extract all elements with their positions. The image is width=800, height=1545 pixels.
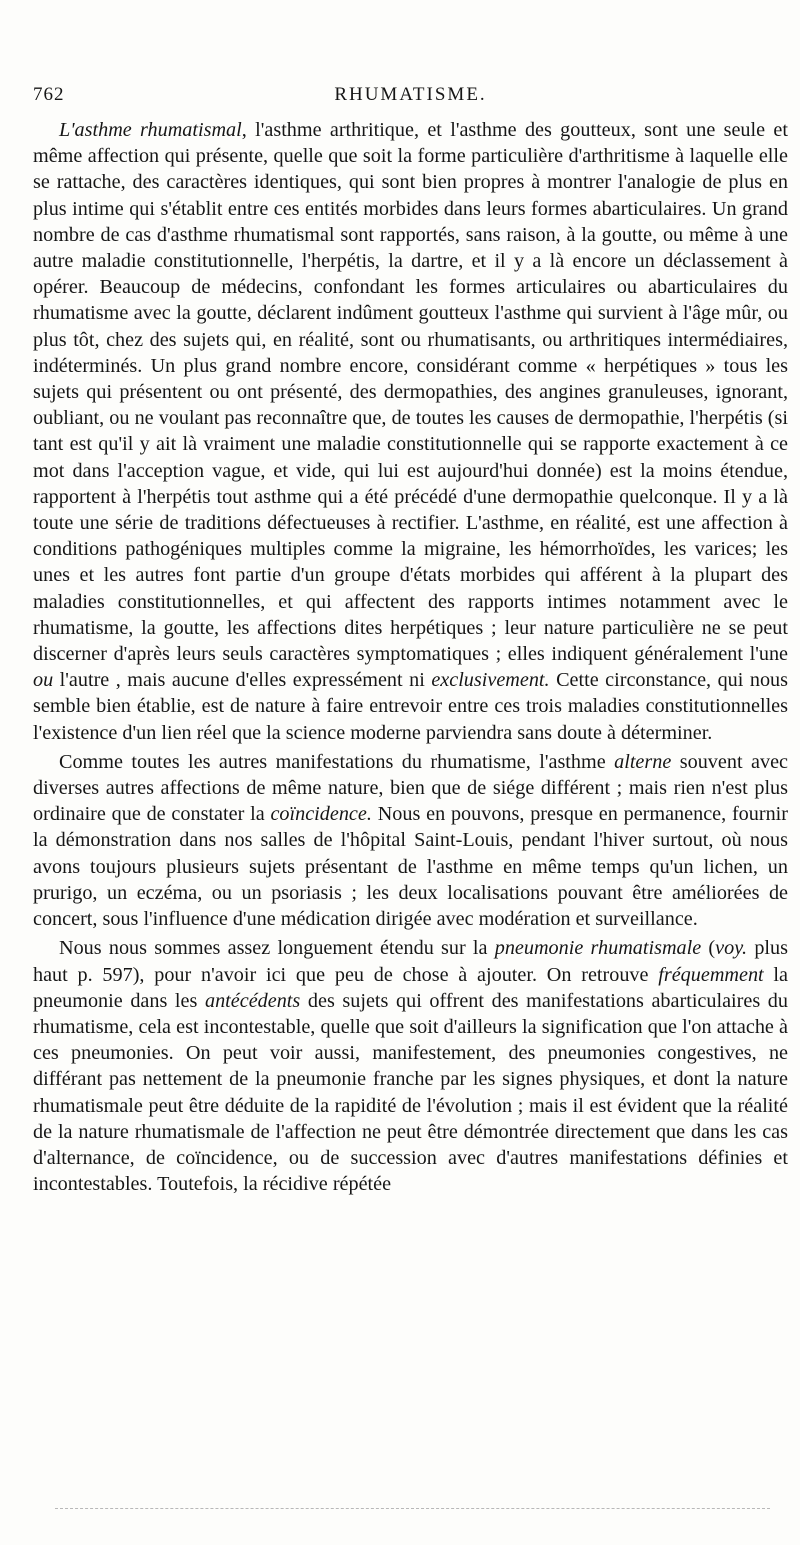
italic-run: coïncidence. xyxy=(270,803,372,826)
italic-run: fréquemment xyxy=(658,963,764,986)
text-run: l'autre , mais aucune d'elles expressément ni xyxy=(53,669,432,692)
italic-run: exclusivement. xyxy=(431,669,550,692)
text-run: des sujets qui offrent des manifestations abarticulaires du rhumatisme, cela est incontestable, quelle que soit d'ailleurs la signification que l'on attache à ces pneumonies. On peut voir aussi, manifestement, des pneumonies congestives, ne différant pas nettement de la pneumonie franche par les signes physiques, et dont la nature rhumatismale peut être déduite de la rapidité de l'évolution ; mais il est évident que la réalité de la nature rhumatismale de l'affection ne peut être démontrée directement que dans les cas d'alternance, de coïncidence, ou de succession avec d'autres manifestations définies et incontestables. Toutefois, la récidive répétée xyxy=(33,989,788,1196)
italic-run: alterne xyxy=(614,750,672,773)
italic-run: L'asthme rhumatismal xyxy=(59,119,242,141)
italic-run: antécédents xyxy=(204,989,301,1012)
italic-run: ou xyxy=(33,669,54,692)
paragraph-asthme-alterne xyxy=(33,749,788,932)
text-run: Comme toutes les autres manifestations du rhumatisme, l'asthme xyxy=(59,750,615,773)
italic-run: voy. xyxy=(715,937,748,960)
running-head: RHUMATISME. xyxy=(334,84,487,105)
body-text xyxy=(33,117,788,1197)
text-run: plus haut p. 597), pour n'avoir ici que peu de chose à ajouter. On retrouve xyxy=(33,937,788,986)
text-run: , l'asthme arthritique, et l'asthme des goutteux, sont une seule et même affection qui présente, quelle que soit la forme particulière d'arthritisme à laquelle elle se rattache, des caractères identiques, qui sont bien propres à montrer l'analogie de plus en plus intime qui s'établit entre ces entités morbides dans leurs formes abarticulaires. Un grand nombre de cas d'asthme rhumatismal sont rapportés, sans raison, à la goutte, ou même à une autre maladie constitutionnelle, l'herpétis, la dartre, et il y a là encore un déclassement à opérer. Beaucoup de médecins, confondant les formes articulaires ou abarticulaires du rhumatisme avec la goutte, déclarent indûment goutteux l'asthme qui survient à l'âge mûr, ou plus tôt, chez des sujets qui, en réalité, sont ou rhumatisants, ou arthritiques intermédiaires, indéterminés. Un plus grand nombre encore, considérant comme « herpétiques » tous les sujets qui présentent ou ont présenté, des dermopathies, des angines granuleuses, ignorant, oubliant, ou ne voulant pas reconnaître que, de toutes les causes de dermopathie, l'herpétis (si tant est qu'il y ait là vraiment une maladie constitutionnelle qui se rapporte exactement à ce mot dans l'acception vague, et vide, qui lui est aujourd'hui donnée) est la moins étendue, rapportent à l'herpétis tout asthme qui a été précédé d'une dermopathie quelconque. Il y a là toute une série de traditions défectueuses à rectifier. L'asthme, en réalité, est une affection à conditions pathogéniques multiples comme la migraine, les hémorrhoïdes, les varices; les unes et les autres font partie d'un groupe d'états morbides qui afférent à la plupart des maladies constitutionnelles, et qui affectent des rapports intimes notamment avec le rhumatisme, la goutte, les affections dites herpétiques ; leur nature particulière ne se peut discerner d'après leurs seuls caractères symptomatiques ; elles indiquent généralement l'une xyxy=(33,119,788,666)
page-header xyxy=(33,84,788,112)
text-run: la pneumonie dans les xyxy=(33,963,788,1012)
footer-scan-noise xyxy=(55,1508,770,1509)
text-run: ( xyxy=(701,937,716,960)
italic-run: pneumonie rhumatismale xyxy=(494,937,702,960)
paragraph-asthme-rhumatismal xyxy=(33,117,788,746)
text-run: Nous en pouvons, presque en permanence, fournir la démonstration dans nos salles de l'hôpital Saint-Louis, pendant l'hiver surtout, où nous avons toujours plusieurs sujets présentant de l'asthme en même temps qu'un lichen, un prurigo, un eczéma, ou un psoriasis ; les deux localisations pouvant être améliorées de concert, sous l'influence d'une médication dirigée avec modération et surveillance. xyxy=(33,803,789,931)
text-run: souvent avec diverses autres affections de même nature, bien que de siége différent ; mais rien n'est plus ordinaire que de constater la xyxy=(33,750,788,826)
page-number: 762 xyxy=(33,84,65,105)
text-run: Cette circonstance, qui nous semble bien établie, est de nature à faire entrevoir entre ces trois maladies constitutionnelles l'existence d'un lien réel que la science moderne parviendra sans doute à déterminer. xyxy=(33,669,788,744)
text-run: Nous nous sommes assez longuement étendu sur la xyxy=(59,937,495,960)
paragraph-pneumonie-rhumatismale xyxy=(33,935,788,1197)
